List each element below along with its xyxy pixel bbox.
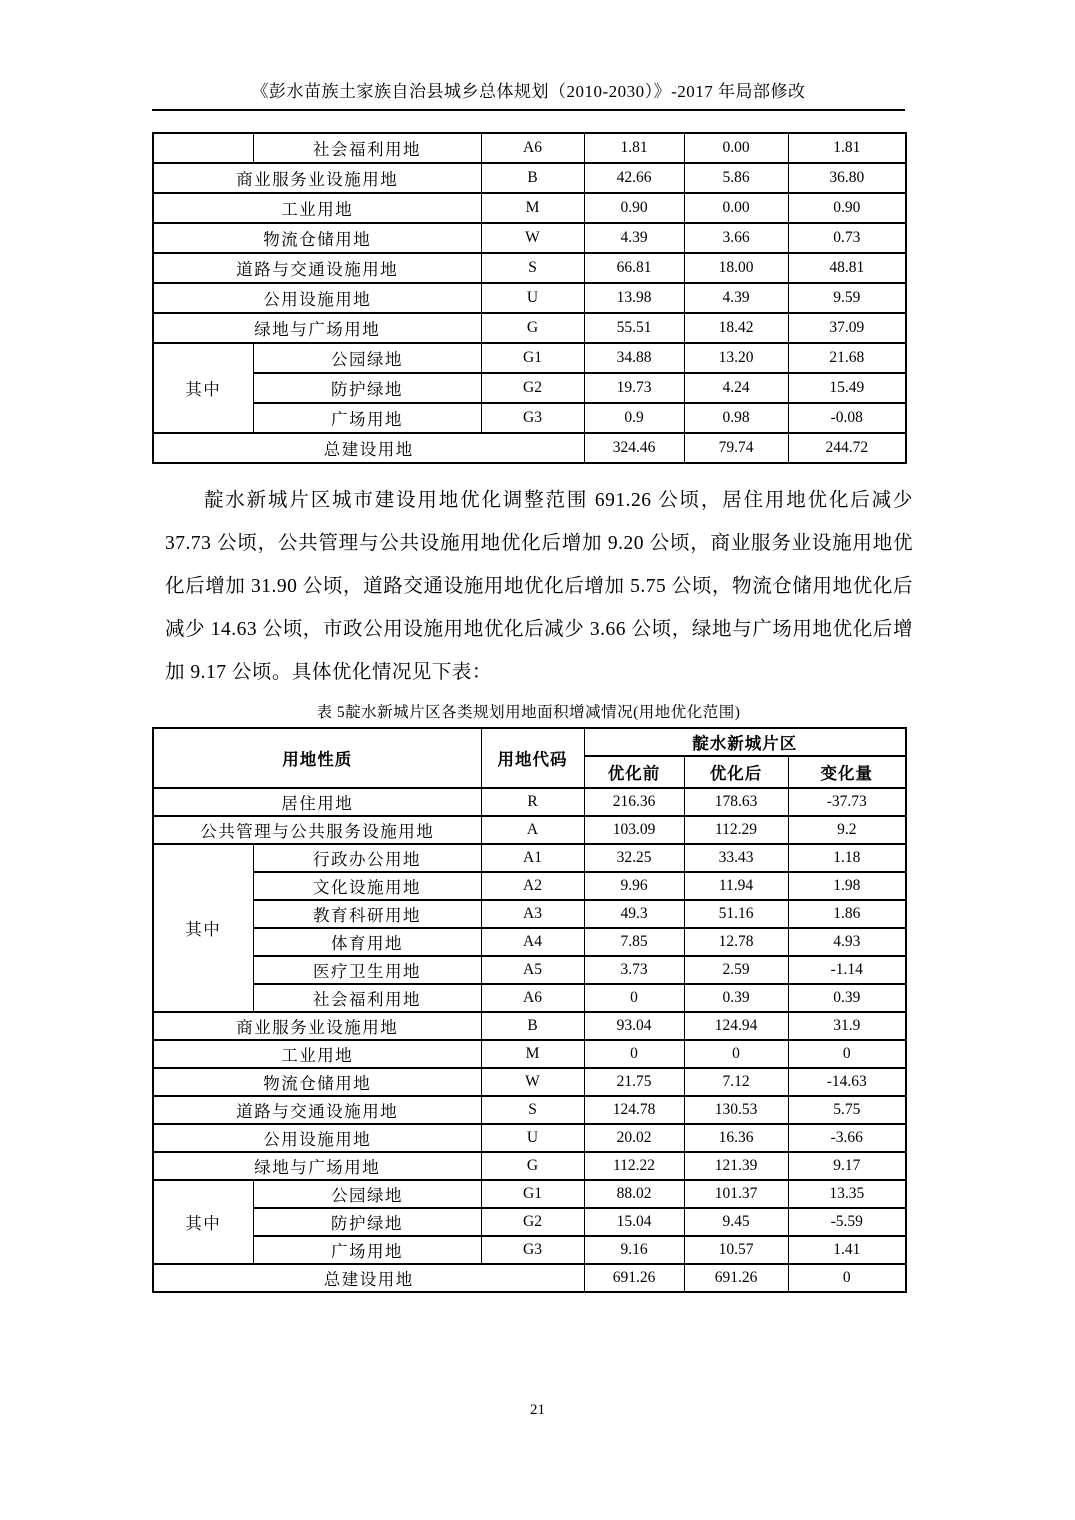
- value-cell: 103.09: [584, 816, 684, 844]
- table-row: [153, 1124, 906, 1152]
- value-cell: 48.81: [788, 253, 906, 283]
- table-row: [153, 1208, 906, 1236]
- table-row: [153, 1096, 906, 1124]
- landuse-name-cell: 道路与交通设施用地: [153, 1096, 481, 1124]
- landuse-name-cell: 公用设施用地: [153, 283, 481, 313]
- landuse-code-cell: W: [481, 1068, 584, 1096]
- value-cell: 112.22: [584, 1152, 684, 1180]
- value-cell: 15.49: [788, 373, 906, 403]
- value-cell: 124.78: [584, 1096, 684, 1124]
- value-cell: 101.37: [684, 1180, 788, 1208]
- value-cell: 0.00: [684, 133, 788, 163]
- value-cell: -5.59: [788, 1208, 906, 1236]
- value-cell: 3.66: [684, 223, 788, 253]
- landuse-name-cell: 绿地与广场用地: [153, 1152, 481, 1180]
- value-cell: 66.81: [584, 253, 684, 283]
- table-row: [153, 193, 906, 223]
- table-row: [153, 403, 906, 433]
- header-cell-nature: 用地性质: [153, 728, 481, 788]
- value-cell: 691.26: [584, 1264, 684, 1292]
- table-row: [153, 1040, 906, 1068]
- table-row: [153, 1236, 906, 1264]
- landuse-name-cell: 公园绿地: [253, 1180, 481, 1208]
- value-cell: 178.63: [684, 788, 788, 816]
- landuse-code-cell: G1: [481, 343, 584, 373]
- landuse-name-cell: 物流仓储用地: [153, 223, 481, 253]
- value-cell: 55.51: [584, 313, 684, 343]
- value-cell: 4.93: [788, 928, 906, 956]
- table-row: [153, 1180, 906, 1208]
- value-cell: 124.94: [684, 1012, 788, 1040]
- value-cell: 51.16: [684, 900, 788, 928]
- table-5-body: [153, 788, 906, 1292]
- value-cell: 0: [584, 1040, 684, 1068]
- value-cell: 36.80: [788, 163, 906, 193]
- landuse-code-cell: A2: [481, 872, 584, 900]
- group-cell: 其中: [153, 844, 253, 1012]
- table-row: [153, 1152, 906, 1180]
- table-row: [153, 283, 906, 313]
- table-row: [153, 373, 906, 403]
- landuse-table-continued-body: [153, 133, 906, 463]
- value-cell: -3.66: [788, 1124, 906, 1152]
- value-cell: 4.39: [584, 223, 684, 253]
- table-row: [153, 133, 906, 163]
- landuse-name-cell: 商业服务业设施用地: [153, 1012, 481, 1040]
- value-cell: 16.36: [684, 1124, 788, 1152]
- landuse-name-cell: 总建设用地: [153, 1264, 584, 1292]
- value-cell: 0.00: [684, 193, 788, 223]
- value-cell: 1.81: [584, 133, 684, 163]
- value-cell: 10.57: [684, 1236, 788, 1264]
- value-cell: 130.53: [684, 1096, 788, 1124]
- value-cell: 19.73: [584, 373, 684, 403]
- landuse-name-cell: 公共管理与公共服务设施用地: [153, 816, 481, 844]
- table-row: [153, 223, 906, 253]
- value-cell: 34.88: [584, 343, 684, 373]
- table-header-row: [153, 728, 906, 756]
- landuse-name-cell: 物流仓储用地: [153, 1068, 481, 1096]
- landuse-code-cell: W: [481, 223, 584, 253]
- value-cell: 9.96: [584, 872, 684, 900]
- landuse-code-cell: M: [481, 193, 584, 223]
- value-cell: 112.29: [684, 816, 788, 844]
- landuse-name-cell: 广场用地: [253, 403, 481, 433]
- value-cell: 0.39: [788, 984, 906, 1012]
- landuse-name-cell: 绿地与广场用地: [153, 313, 481, 343]
- table-row: [153, 956, 906, 984]
- landuse-code-cell: G: [481, 1152, 584, 1180]
- header-cell-code: 用地代码: [481, 728, 584, 788]
- landuse-name-cell: 文化设施用地: [253, 872, 481, 900]
- landuse-code-cell: A5: [481, 956, 584, 984]
- landuse-name-cell: 商业服务业设施用地: [153, 163, 481, 193]
- value-cell: 15.04: [584, 1208, 684, 1236]
- table-row: [153, 844, 906, 872]
- value-cell: 5.75: [788, 1096, 906, 1124]
- value-cell: 13.35: [788, 1180, 906, 1208]
- landuse-code-cell: G: [481, 313, 584, 343]
- landuse-code-cell: M: [481, 1040, 584, 1068]
- landuse-code-cell: U: [481, 283, 584, 313]
- value-cell: 13.20: [684, 343, 788, 373]
- landuse-name-cell: 防护绿地: [253, 373, 481, 403]
- landuse-name-cell: 行政办公用地: [253, 844, 481, 872]
- value-cell: 32.25: [584, 844, 684, 872]
- landuse-name-cell: 总建设用地: [153, 433, 584, 463]
- value-cell: 0.73: [788, 223, 906, 253]
- value-cell: 21.75: [584, 1068, 684, 1096]
- landuse-name-cell: 工业用地: [153, 1040, 481, 1068]
- value-cell: 4.24: [684, 373, 788, 403]
- value-cell: 2.59: [684, 956, 788, 984]
- landuse-name-cell: 社会福利用地: [253, 984, 481, 1012]
- table-row: [153, 433, 906, 463]
- value-cell: 1.86: [788, 900, 906, 928]
- value-cell: 11.94: [684, 872, 788, 900]
- value-cell: 18.42: [684, 313, 788, 343]
- page-number: 21: [530, 1402, 545, 1418]
- landuse-name-cell: 工业用地: [153, 193, 481, 223]
- value-cell: 0.98: [684, 403, 788, 433]
- value-cell: 12.78: [684, 928, 788, 956]
- landuse-name-cell: 社会福利用地: [253, 133, 481, 163]
- value-cell: 0.39: [684, 984, 788, 1012]
- value-cell: 31.9: [788, 1012, 906, 1040]
- value-cell: 37.09: [788, 313, 906, 343]
- value-cell: 79.74: [684, 433, 788, 463]
- landuse-code-cell: G2: [481, 373, 584, 403]
- header-cell-change: 变化量: [788, 756, 906, 788]
- table-row: [153, 788, 906, 816]
- value-cell: 1.18: [788, 844, 906, 872]
- value-cell: 88.02: [584, 1180, 684, 1208]
- landuse-code-cell: G3: [481, 1236, 584, 1264]
- table-row: [153, 984, 906, 1012]
- landuse-name-cell: 防护绿地: [253, 1208, 481, 1236]
- landuse-code-cell: A4: [481, 928, 584, 956]
- value-cell: 5.86: [684, 163, 788, 193]
- landuse-code-cell: G2: [481, 1208, 584, 1236]
- value-cell: 1.98: [788, 872, 906, 900]
- landuse-name-cell: 体育用地: [253, 928, 481, 956]
- landuse-code-cell: S: [481, 253, 584, 283]
- value-cell: 9.17: [788, 1152, 906, 1180]
- value-cell: 244.72: [788, 433, 906, 463]
- landuse-code-cell: A: [481, 816, 584, 844]
- value-cell: 324.46: [584, 433, 684, 463]
- landuse-name-cell: 道路与交通设施用地: [153, 253, 481, 283]
- value-cell: 9.16: [584, 1236, 684, 1264]
- landuse-name-cell: 医疗卫生用地: [253, 956, 481, 984]
- landuse-name-cell: 公园绿地: [253, 343, 481, 373]
- value-cell: 216.36: [584, 788, 684, 816]
- value-cell: 0.90: [584, 193, 684, 223]
- value-cell: -37.73: [788, 788, 906, 816]
- table-row: [153, 163, 906, 193]
- group-cell: 其中: [153, 1180, 253, 1264]
- value-cell: 0: [684, 1040, 788, 1068]
- page-header-title: 《彭水苗族土家族自治县城乡总体规划（2010-2030）》-2017 年局部修改: [152, 77, 905, 111]
- value-cell: 7.85: [584, 928, 684, 956]
- value-cell: 21.68: [788, 343, 906, 373]
- landuse-code-cell: A6: [481, 984, 584, 1012]
- table-row: [153, 816, 906, 844]
- value-cell: 9.45: [684, 1208, 788, 1236]
- value-cell: 49.3: [584, 900, 684, 928]
- landuse-code-cell: G1: [481, 1180, 584, 1208]
- landuse-name-cell: 教育科研用地: [253, 900, 481, 928]
- header-cell-district: 靛水新城片区: [584, 728, 906, 756]
- table-row: [153, 900, 906, 928]
- table-row: [153, 1068, 906, 1096]
- landuse-code-cell: B: [481, 1012, 584, 1040]
- page-content: [152, 0, 913, 1293]
- landuse-code-cell: A6: [481, 133, 584, 163]
- value-cell: 1.41: [788, 1236, 906, 1264]
- landuse-name-cell: 公用设施用地: [153, 1124, 481, 1152]
- value-cell: 0.90: [788, 193, 906, 223]
- table-row: [153, 928, 906, 956]
- header-cell-before: 优化前: [584, 756, 684, 788]
- value-cell: 1.81: [788, 133, 906, 163]
- table-row: [153, 872, 906, 900]
- value-cell: 4.39: [684, 283, 788, 313]
- value-cell: 3.73: [584, 956, 684, 984]
- landuse-code-cell: A3: [481, 900, 584, 928]
- table-row: [153, 1012, 906, 1040]
- value-cell: 18.00: [684, 253, 788, 283]
- landuse-table-continued: [152, 132, 907, 464]
- value-cell: 42.66: [584, 163, 684, 193]
- landuse-code-cell: S: [481, 1096, 584, 1124]
- group-cell: 其中: [153, 343, 253, 433]
- value-cell: -1.14: [788, 956, 906, 984]
- value-cell: 0: [788, 1040, 906, 1068]
- value-cell: -14.63: [788, 1068, 906, 1096]
- landuse-code-cell: G3: [481, 403, 584, 433]
- landuse-code-cell: R: [481, 788, 584, 816]
- table-row: [153, 1264, 906, 1292]
- table-row: [153, 253, 906, 283]
- landuse-code-cell: B: [481, 163, 584, 193]
- value-cell: 0.9: [584, 403, 684, 433]
- value-cell: 33.43: [684, 844, 788, 872]
- value-cell: 0: [584, 984, 684, 1012]
- header-cell-after: 优化后: [684, 756, 788, 788]
- value-cell: -0.08: [788, 403, 906, 433]
- value-cell: 9.59: [788, 283, 906, 313]
- value-cell: 9.2: [788, 816, 906, 844]
- table-row: [153, 313, 906, 343]
- table-5-header: [153, 728, 906, 788]
- table-5: [152, 727, 907, 1293]
- table-5-caption: 表 5靛水新城片区各类规划用地面积增减情况(用地优化范围): [316, 704, 741, 721]
- group-cell: [153, 133, 253, 163]
- landuse-name-cell: 居住用地: [153, 788, 481, 816]
- landuse-name-cell: 广场用地: [253, 1236, 481, 1264]
- value-cell: 121.39: [684, 1152, 788, 1180]
- value-cell: 7.12: [684, 1068, 788, 1096]
- table-row: [153, 343, 906, 373]
- value-cell: 20.02: [584, 1124, 684, 1152]
- value-cell: 93.04: [584, 1012, 684, 1040]
- landuse-code-cell: U: [481, 1124, 584, 1152]
- value-cell: 13.98: [584, 283, 684, 313]
- landuse-code-cell: A1: [481, 844, 584, 872]
- value-cell: 0: [788, 1264, 906, 1292]
- body-paragraph: 靛水新城片区城市建设用地优化调整范围 691.26 公顷，居住用地优化后减少 37.73 公顷，公共管理与公共设施用地优化后增加 9.20 公顷，商业服务业设施用地优化后增加 31.90 公顷，道路交通设施用地优化后增加 5.75 公顷，物流仓储用地优化后减少 14.63 公顷，市政公用设施用地优化后减少 3.66 公顷，绿地与广场用地优化后增加 9.17 公顷。具体优化情况见下表：: [165, 490, 913, 683]
- value-cell: 691.26: [684, 1264, 788, 1292]
